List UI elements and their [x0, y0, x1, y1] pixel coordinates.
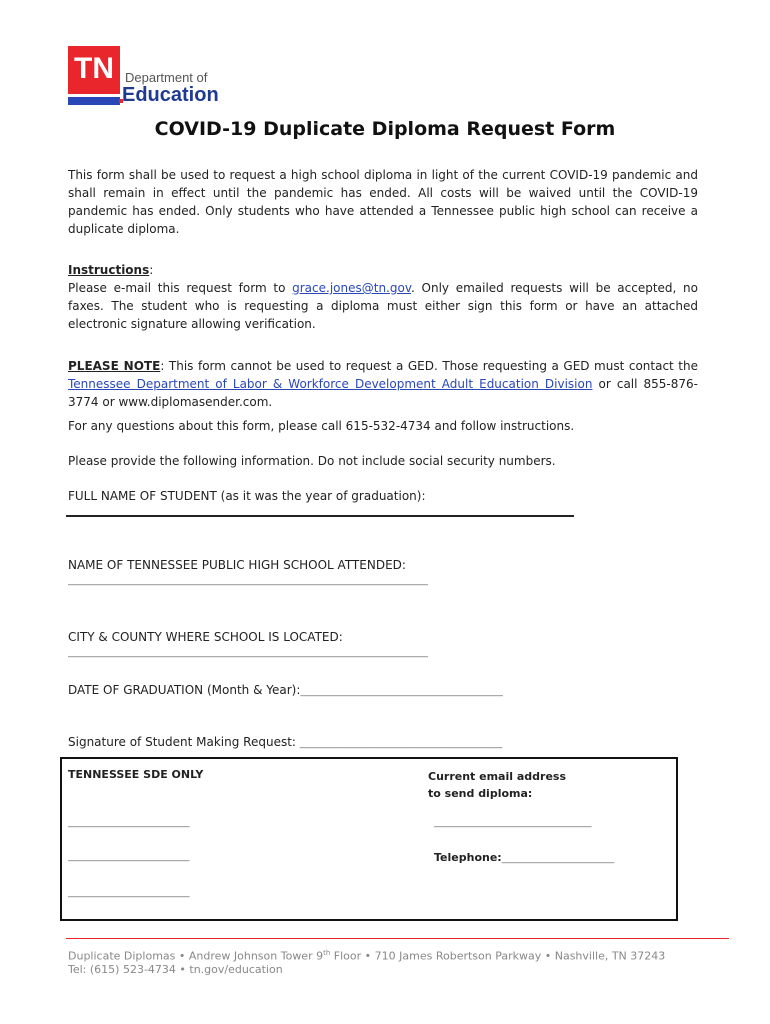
instructions-text-after: . Only emailed requests will be accepted, no faxes. The student who is requesting a diploma must either sign this form or have an attached electronic signature allowing verification.: [68, 281, 699, 331]
sde-line-2[interactable]: ___________________________: [68, 852, 190, 862]
logo-education: Education: [122, 84, 219, 106]
page-title: COVID-19 Duplicate Diploma Request Form: [154, 118, 616, 140]
sde-heading: TENNESSEE SDE ONLY: [68, 768, 204, 781]
tn-logo-mark: TN: [68, 46, 120, 94]
grad-date-label: DATE OF GRADUATION (Month & Year):: [68, 683, 301, 697]
provide-text: Please provide the following information. Do not include social security numbers.: [68, 454, 556, 468]
footer-contact: Tel: (615) 523-4734 • tn.gov/education: [68, 963, 283, 976]
email-line[interactable]: ___________________________________: [434, 818, 592, 828]
labor-department-link[interactable]: Tennessee Department of Labor & Workforce Development Adult Education Division: [68, 377, 593, 391]
please-note-after-link: or call 855-876-3774 or www.diplomasender.com.: [68, 377, 698, 409]
questions-text: For any questions about this form, please call 615-532-4734 and follow instructions.: [68, 419, 575, 433]
signature-row: [68, 733, 578, 753]
logo-bar: [68, 97, 120, 105]
email-label-line1: Current email address: [428, 770, 566, 783]
signature-line[interactable]: _____________________________________________: [299, 739, 503, 749]
instructions-paragraph: [68, 261, 698, 333]
school-label: NAME OF TENNESSEE PUBLIC HIGH SCHOOL ATTENDED:: [68, 558, 406, 572]
sde-line-1[interactable]: ___________________________: [68, 818, 190, 828]
telephone-line[interactable]: _________________________: [501, 854, 615, 864]
logo-department: Department of: [125, 70, 208, 85]
email-link[interactable]: grace.jones@tn.gov: [292, 281, 411, 295]
email-label-line2: to send diploma:: [428, 787, 533, 800]
please-note-colon: :: [160, 359, 165, 373]
full-name-line[interactable]: [66, 515, 574, 517]
footer-address-a: Duplicate Diplomas • Andrew Johnson Tower 9: [68, 949, 324, 963]
please-note-text: This form cannot be used to request a GED. Those requesting a GED must contact the: [164, 359, 698, 373]
please-note-heading: PLEASE NOTE: [68, 359, 161, 373]
city-label: CITY & COUNTY WHERE SCHOOL IS LOCATED:: [68, 630, 343, 644]
school-line[interactable]: ________________________________________________________________________________: [68, 576, 428, 586]
telephone-row: [434, 851, 614, 864]
instructions-heading: Instructions: [68, 263, 150, 277]
please-note-paragraph: [68, 357, 698, 411]
email-label: [428, 768, 566, 802]
telephone-label: Telephone:: [434, 851, 502, 864]
grad-date-row: [68, 681, 578, 701]
city-line[interactable]: ________________________________________________________________________________: [68, 648, 428, 658]
footer-address-sup: th: [323, 949, 331, 957]
sde-line-3[interactable]: ___________________________: [68, 888, 190, 898]
intro-paragraph: This form shall be used to request a high school diploma in light of the current COVID-19 pandemic and shall remain in effect until the pandemic has ended. All costs will be waived until the COVID-19 pandemic has ended. Only students who have attended a Tennessee public high school can receive a duplicate diploma.: [68, 168, 698, 236]
instructions-text-before: Please e-mail this request form to: [68, 281, 293, 295]
instructions-colon: :: [149, 263, 154, 277]
grad-date-line[interactable]: _____________________________________________: [300, 687, 503, 697]
signature-label: Signature of Student Making Request:: [68, 735, 300, 749]
footer-rule: [66, 938, 729, 939]
footer-address-b: Floor • 710 James Robertson Parkway • Nashville, TN 37243: [330, 949, 666, 963]
full-name-label: FULL NAME OF STUDENT (as it was the year of graduation):: [68, 489, 426, 503]
